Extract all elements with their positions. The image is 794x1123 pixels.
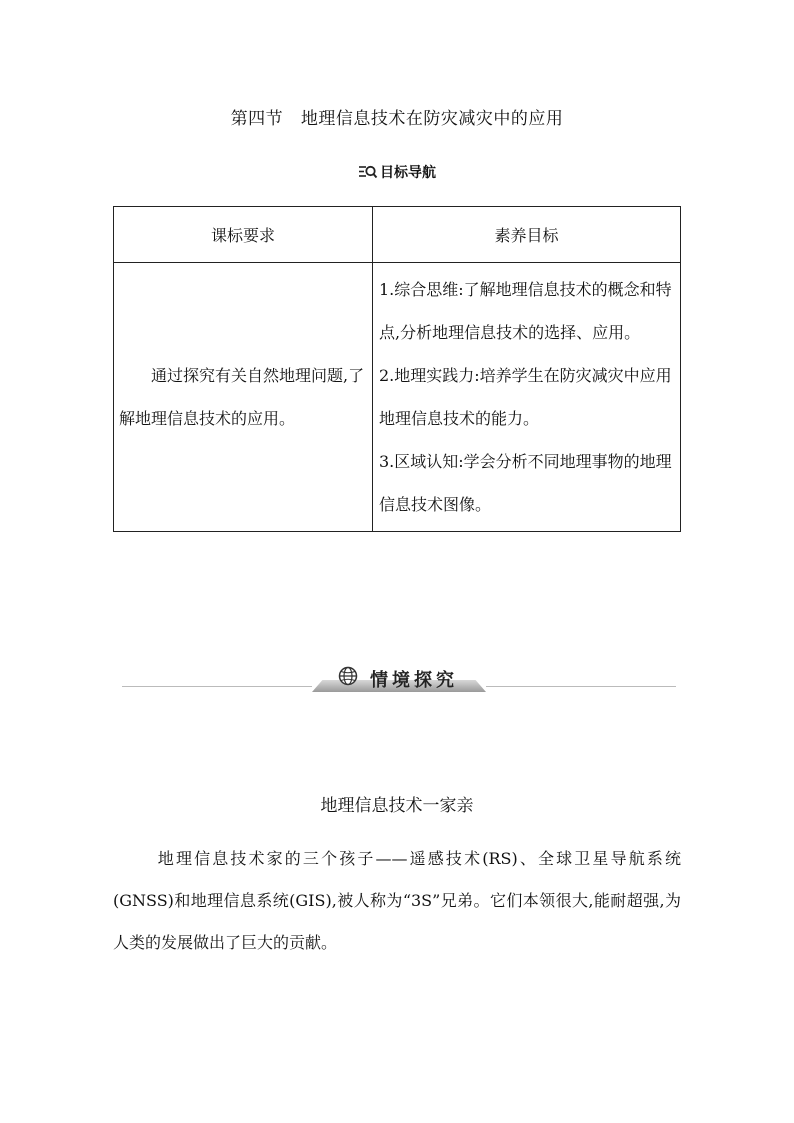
table-header-row — [114, 207, 681, 263]
divider-line — [122, 686, 312, 687]
section-tab — [312, 664, 486, 690]
search-goal-icon — [358, 164, 378, 180]
objective-nav-heading — [0, 162, 794, 182]
curriculum-requirement-cell — [114, 263, 373, 532]
literacy-goal-item: 1.综合思维:了解地理信息技术的概念和特点,分析地理信息技术的选择、应用。 — [379, 280, 672, 342]
section-banner — [122, 664, 676, 694]
header-curriculum-requirement: 课标要求 — [114, 207, 373, 263]
section-label: 情境探究 — [370, 670, 458, 691]
story-title: 地理信息技术一家亲 — [320, 796, 474, 816]
divider-line — [486, 686, 676, 687]
globe-icon — [338, 666, 358, 690]
curriculum-requirement-text: 通过探究有关自然地理问题,了解地理信息技术的应用。 — [119, 366, 365, 428]
objectives-table — [113, 206, 681, 532]
literacy-goal-item: 3.区域认知:学会分析不同地理事物的地理信息技术图像。 — [379, 452, 672, 514]
objective-nav-label: 目标导航 — [380, 165, 436, 181]
table-row — [114, 263, 681, 532]
page-title: 第四节 地理信息技术在防灾减灾中的应用 — [230, 109, 564, 129]
header-literacy-goals: 素养目标 — [373, 207, 681, 263]
literacy-goal-item: 2.地理实践力:培养学生在防灾减灾中应用地理信息技术的能力。 — [379, 366, 672, 428]
story-body: 地理信息技术家的三个孩子——遥感技术(RS)、全球卫星导航系统(GNSS)和地理信息系统(GIS),被人称为“3S”兄弟。它们本领很大,能耐超强,为人类的发展做出了巨大的贡献。 — [113, 849, 681, 952]
literacy-goals-cell — [373, 263, 681, 532]
